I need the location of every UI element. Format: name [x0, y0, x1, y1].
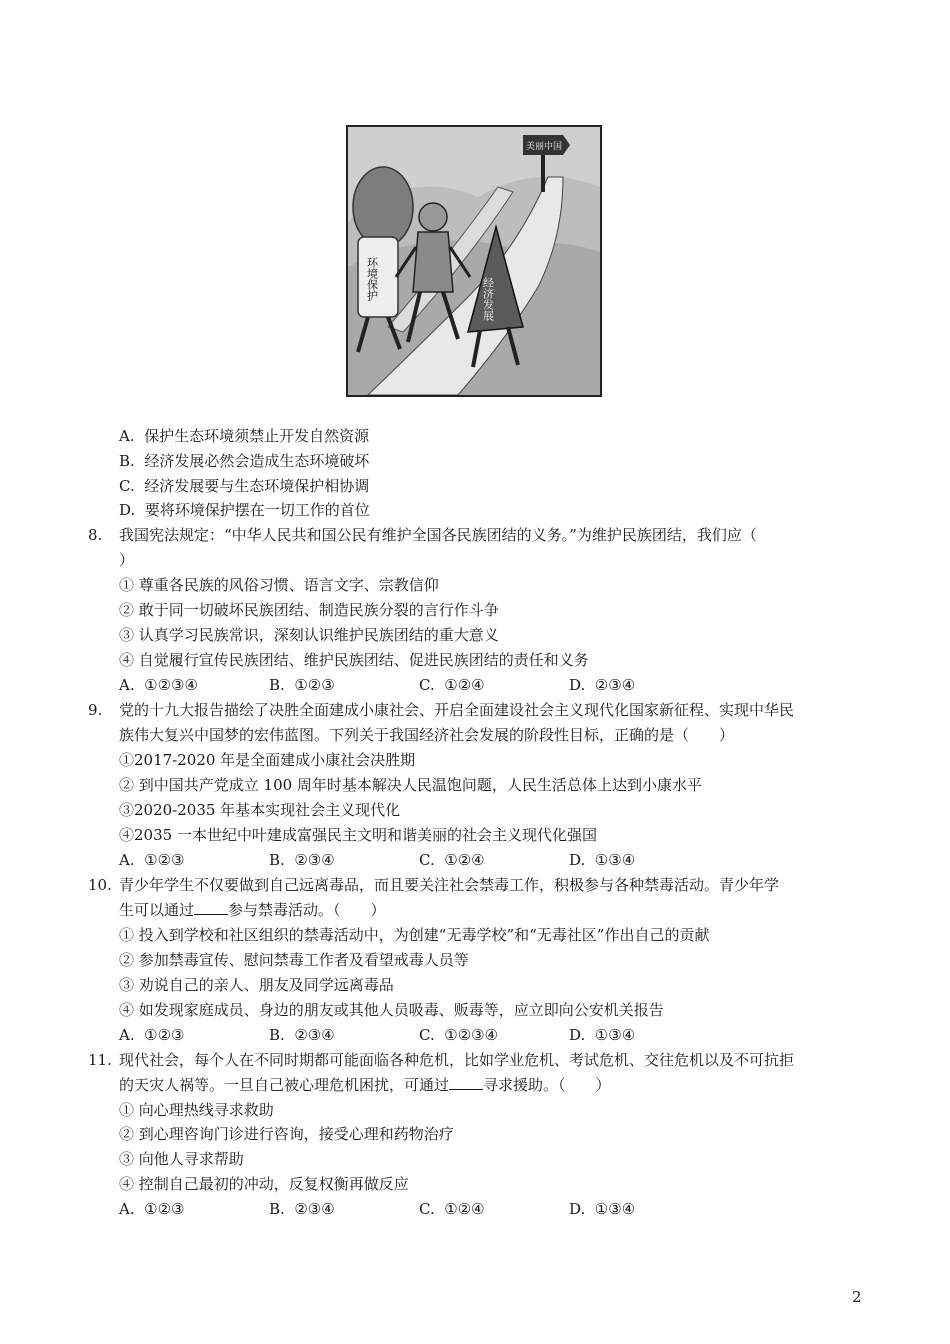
q9-number: 9. [88, 701, 103, 719]
q11-stem-line1: 现代社会，每个人在不同时期都可能面临各种危机，比如学业危机、考试危机、交往危机以及不可抗拒 [119, 1051, 795, 1069]
q11-choice-b[interactable]: B. ②③④ [269, 1200, 335, 1218]
q11-stem-line2-b: 寻求援助。（ ） [483, 1076, 611, 1094]
q11-item-1: ① 向心理热线寻求救助 [119, 1101, 274, 1119]
q11-number: 11. [88, 1051, 112, 1069]
q9-item-4: ④2035 一本世纪中叶建成富强民主文明和谐美丽的社会主义现代化强国 [119, 826, 597, 844]
q8-choice-b[interactable]: B. ①②③ [269, 676, 335, 694]
q8-stem-line2: ） [119, 551, 135, 569]
q10-choice-b[interactable]: B. ②③④ [269, 1026, 335, 1044]
q10-stem-line1: 青少年学生不仅要做到自己远离毒品，而且要关注社会禁毒工作，积极参与各种禁毒活动。青少年学 [119, 876, 780, 894]
left-character-label: 环境保护 [365, 257, 379, 301]
q9-choice-c[interactable]: C. ①②④ [419, 851, 485, 869]
sign-text: 美丽中国 [526, 142, 563, 152]
q9-choice-d[interactable]: D. ①③④ [569, 851, 636, 869]
q10-choice-d[interactable]: D. ①③④ [569, 1026, 636, 1044]
q9-choice-b[interactable]: B. ②③④ [269, 851, 335, 869]
q11-item-4: ④ 控制自己最初的冲动，反复权衡再做反应 [119, 1175, 409, 1193]
q8-choice-c[interactable]: C. ①②④ [419, 676, 485, 694]
q10-item-3: ③ 劝说自己的亲人、朋友及同学远离毒品 [119, 976, 394, 994]
q8-item-1: ① 尊重各民族的风俗习惯、语言文字、宗教信仰 [119, 576, 439, 594]
q9-item-2: ② 到中国共产党成立 100 周年时基本解决人民温饱问题，人民生活总体上达到小康水平 [119, 776, 702, 794]
q8-item-2: ② 敢于同一切破坏民族团结、制造民族分裂的言行作斗争 [119, 601, 499, 619]
q8-choice-a[interactable]: A. ①②③④ [119, 676, 198, 694]
q9-item-1: ①2017-2020 年是全面建成小康社会决胜期 [119, 751, 416, 769]
cartoon-figure [346, 125, 602, 397]
q8-stem-line1: 我国宪法规定：“中华人民共和国公民有维护全国各民族团结的义务。”为维护民族团结，我们应（ [119, 526, 757, 544]
q11-blank [449, 1075, 483, 1090]
q10-choice-a[interactable]: A. ①②③ [119, 1026, 185, 1044]
q10-stem-line2 [119, 900, 386, 920]
q10-stem-line2-a: 生可以通过 [119, 901, 195, 919]
q11-stem-line2-a: 的天灾人祸等。一旦自己被心理危机困扰，可通过 [119, 1076, 450, 1094]
q8-number: 8. [88, 526, 103, 544]
q10-item-4: ④ 如发现家庭成员、身边的朋友或其他人员吸毒、贩毒等，应立即向公安机关报告 [119, 1001, 664, 1019]
q10-stem-line2-b: 参与禁毒活动。（ ） [228, 901, 386, 919]
q8-item-4: ④ 自觉履行宣传民族团结、维护民族团结、促进民族团结的责任和义务 [119, 651, 589, 669]
q10-number: 10. [88, 876, 112, 894]
q9-stem-line2: 族伟大复兴中国梦的宏伟蓝图。下列关于我国经济社会发展的阶段性目标，正确的是（ ） [119, 726, 735, 744]
q10-choice-c[interactable]: C. ①②③④ [419, 1026, 499, 1044]
q10-blank [194, 900, 228, 915]
q11-choice-a[interactable]: A. ①②③ [119, 1200, 185, 1218]
q8-choices [119, 675, 719, 695]
q9-item-3: ③2020-2035 年基本实现社会主义现代化 [119, 801, 401, 819]
q11-choice-c[interactable]: C. ①②④ [419, 1200, 485, 1218]
q8-choice-d[interactable]: D. ②③④ [569, 676, 636, 694]
q11-choice-d[interactable]: D. ①③④ [569, 1200, 636, 1218]
q7-option-d: D. 要将环境保护摆在一切工作的首位 [119, 501, 370, 519]
q11-stem-line2 [119, 1075, 611, 1095]
q9-choice-a[interactable]: A. ①②③ [119, 851, 185, 869]
q10-choices [119, 1025, 719, 1045]
q11-item-3: ③ 向他人寻求帮助 [119, 1150, 244, 1168]
q7-option-c: C. 经济发展要与生态环境保护相协调 [119, 477, 370, 495]
right-character-label: 经济发展 [481, 277, 495, 321]
cartoon-illustration [348, 127, 600, 395]
q9-stem-line1: 党的十九大报告描绘了决胜全面建成小康社会、开启全面建设社会主义现代化国家新征程、实现中华民 [119, 701, 795, 719]
page-number: 2 [852, 1288, 862, 1306]
q11-choices [119, 1199, 719, 1219]
q7-option-a: A. 保护生态环境须禁止开发自然资源 [119, 427, 370, 445]
q7-option-b: B. 经济发展必然会造成生态环境破坏 [119, 452, 370, 470]
q11-item-2: ② 到心理咨询门诊进行咨询，接受心理和药物治疗 [119, 1125, 454, 1143]
q10-item-2: ② 参加禁毒宣传、慰问禁毒工作者及看望戒毒人员等 [119, 951, 469, 969]
q8-item-3: ③ 认真学习民族常识，深刻认识维护民族团结的重大意义 [119, 626, 499, 644]
q10-item-1: ① 投入到学校和社区组织的禁毒活动中，为创建“无毒学校”和“无毒社区”作出自己的贡献 [119, 926, 710, 944]
q9-choices [119, 850, 719, 870]
